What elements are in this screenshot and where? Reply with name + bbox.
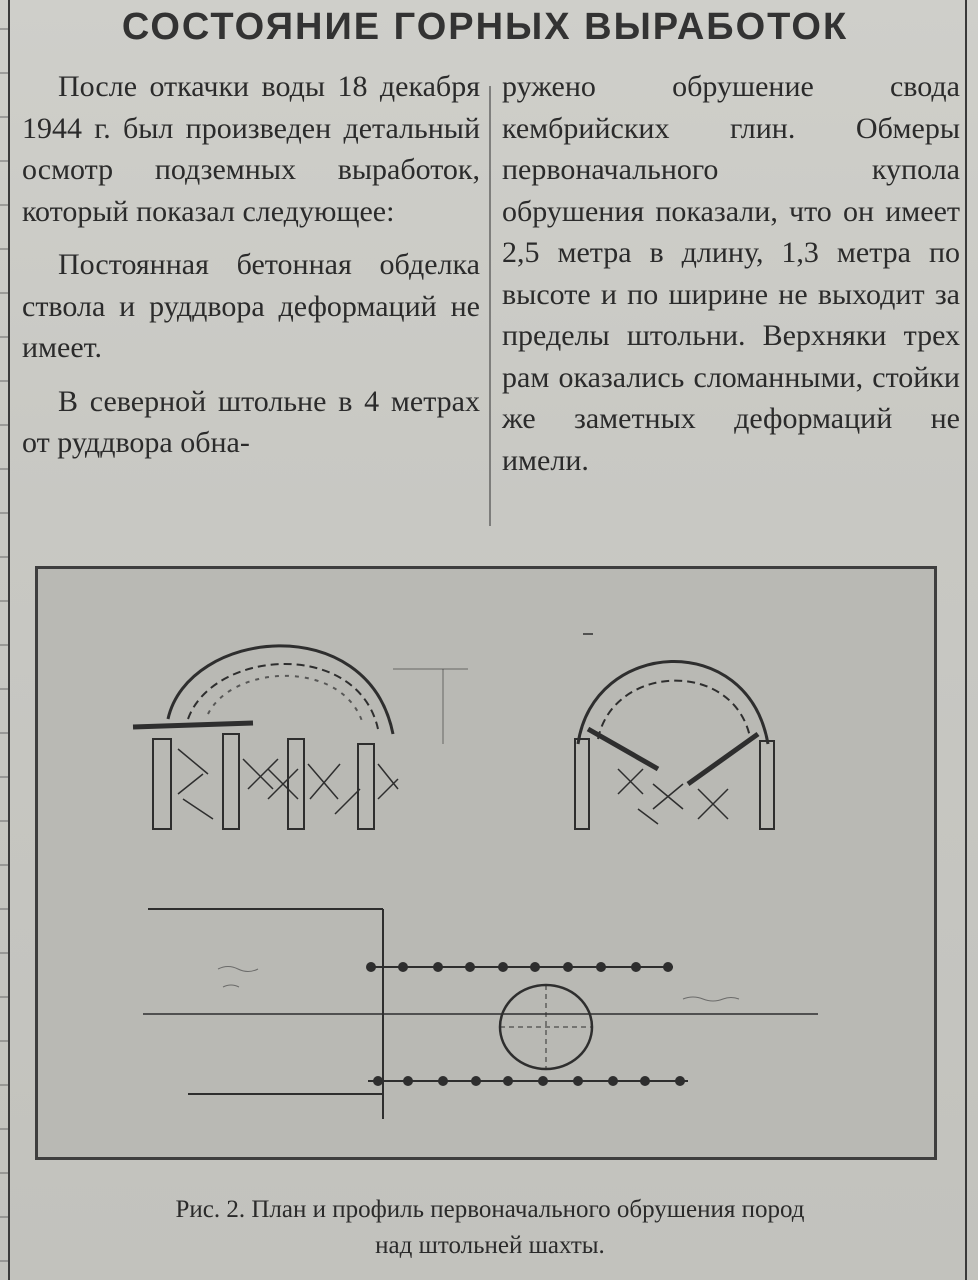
collapse-plan-profile-drawing: [38, 569, 934, 1157]
plan-handwritten-marks: [218, 967, 739, 1002]
left-post-2: [223, 734, 239, 829]
left-arch-brick-inner: [188, 664, 378, 729]
right-post-2: [760, 741, 774, 829]
left-post-4: [358, 744, 374, 829]
figure-caption: [60, 1192, 920, 1264]
text-column-right: [502, 66, 960, 493]
broken-cap-right: [688, 734, 758, 784]
paragraph-3: В северной штольне в 4 метрах от руддвора обна-: [22, 384, 480, 459]
left-cap-beam: [133, 723, 253, 727]
paragraph-2: Постоянная бетонная обделка ствола и руддвора деформаций не имеет.: [22, 248, 480, 364]
paragraph-4: ружено обрушение свода кембрийских глин. Обмеры первоначального купола обрушения показали, что он имеет 2,5 метра в длину, 1,3 метра по высоте и по ширине не выходит за пределы штольни. Верхняки трех рам оказались сломанными, стойки же заметных деформаций не имели.: [502, 70, 960, 477]
adjacent-column-edge: [0, 0, 8, 1280]
broken-cap-left: [588, 729, 658, 769]
plan-frame-posts: [366, 962, 685, 1086]
right-arch-outline: [578, 661, 768, 744]
right-column-rule: [965, 0, 967, 1280]
text-column-left: [22, 66, 480, 476]
left-post-1: [153, 739, 171, 829]
left-post-3: [288, 739, 304, 829]
article-title: СОСТОЯНИЕ ГОРНЫХ ВЫРАБОТОК: [121, 6, 849, 48]
column-divider: [489, 86, 491, 526]
caption-line-1: Рис. 2. План и профиль первоначального обрушения пород: [175, 1196, 805, 1223]
right-rubble-hatch: [618, 769, 728, 824]
caption-line-2: над штольней шахты.: [375, 1232, 605, 1259]
figure-mine-collapse-drawing: [35, 566, 937, 1160]
left-column-rule: [8, 0, 10, 1280]
left-arch-outline: [168, 646, 393, 734]
right-post-1: [575, 739, 589, 829]
paragraph-1: После откачки воды 18 декабря 1944 г. был произведен детальный осмотр подземных выработок, который показал следующее:: [22, 70, 480, 228]
